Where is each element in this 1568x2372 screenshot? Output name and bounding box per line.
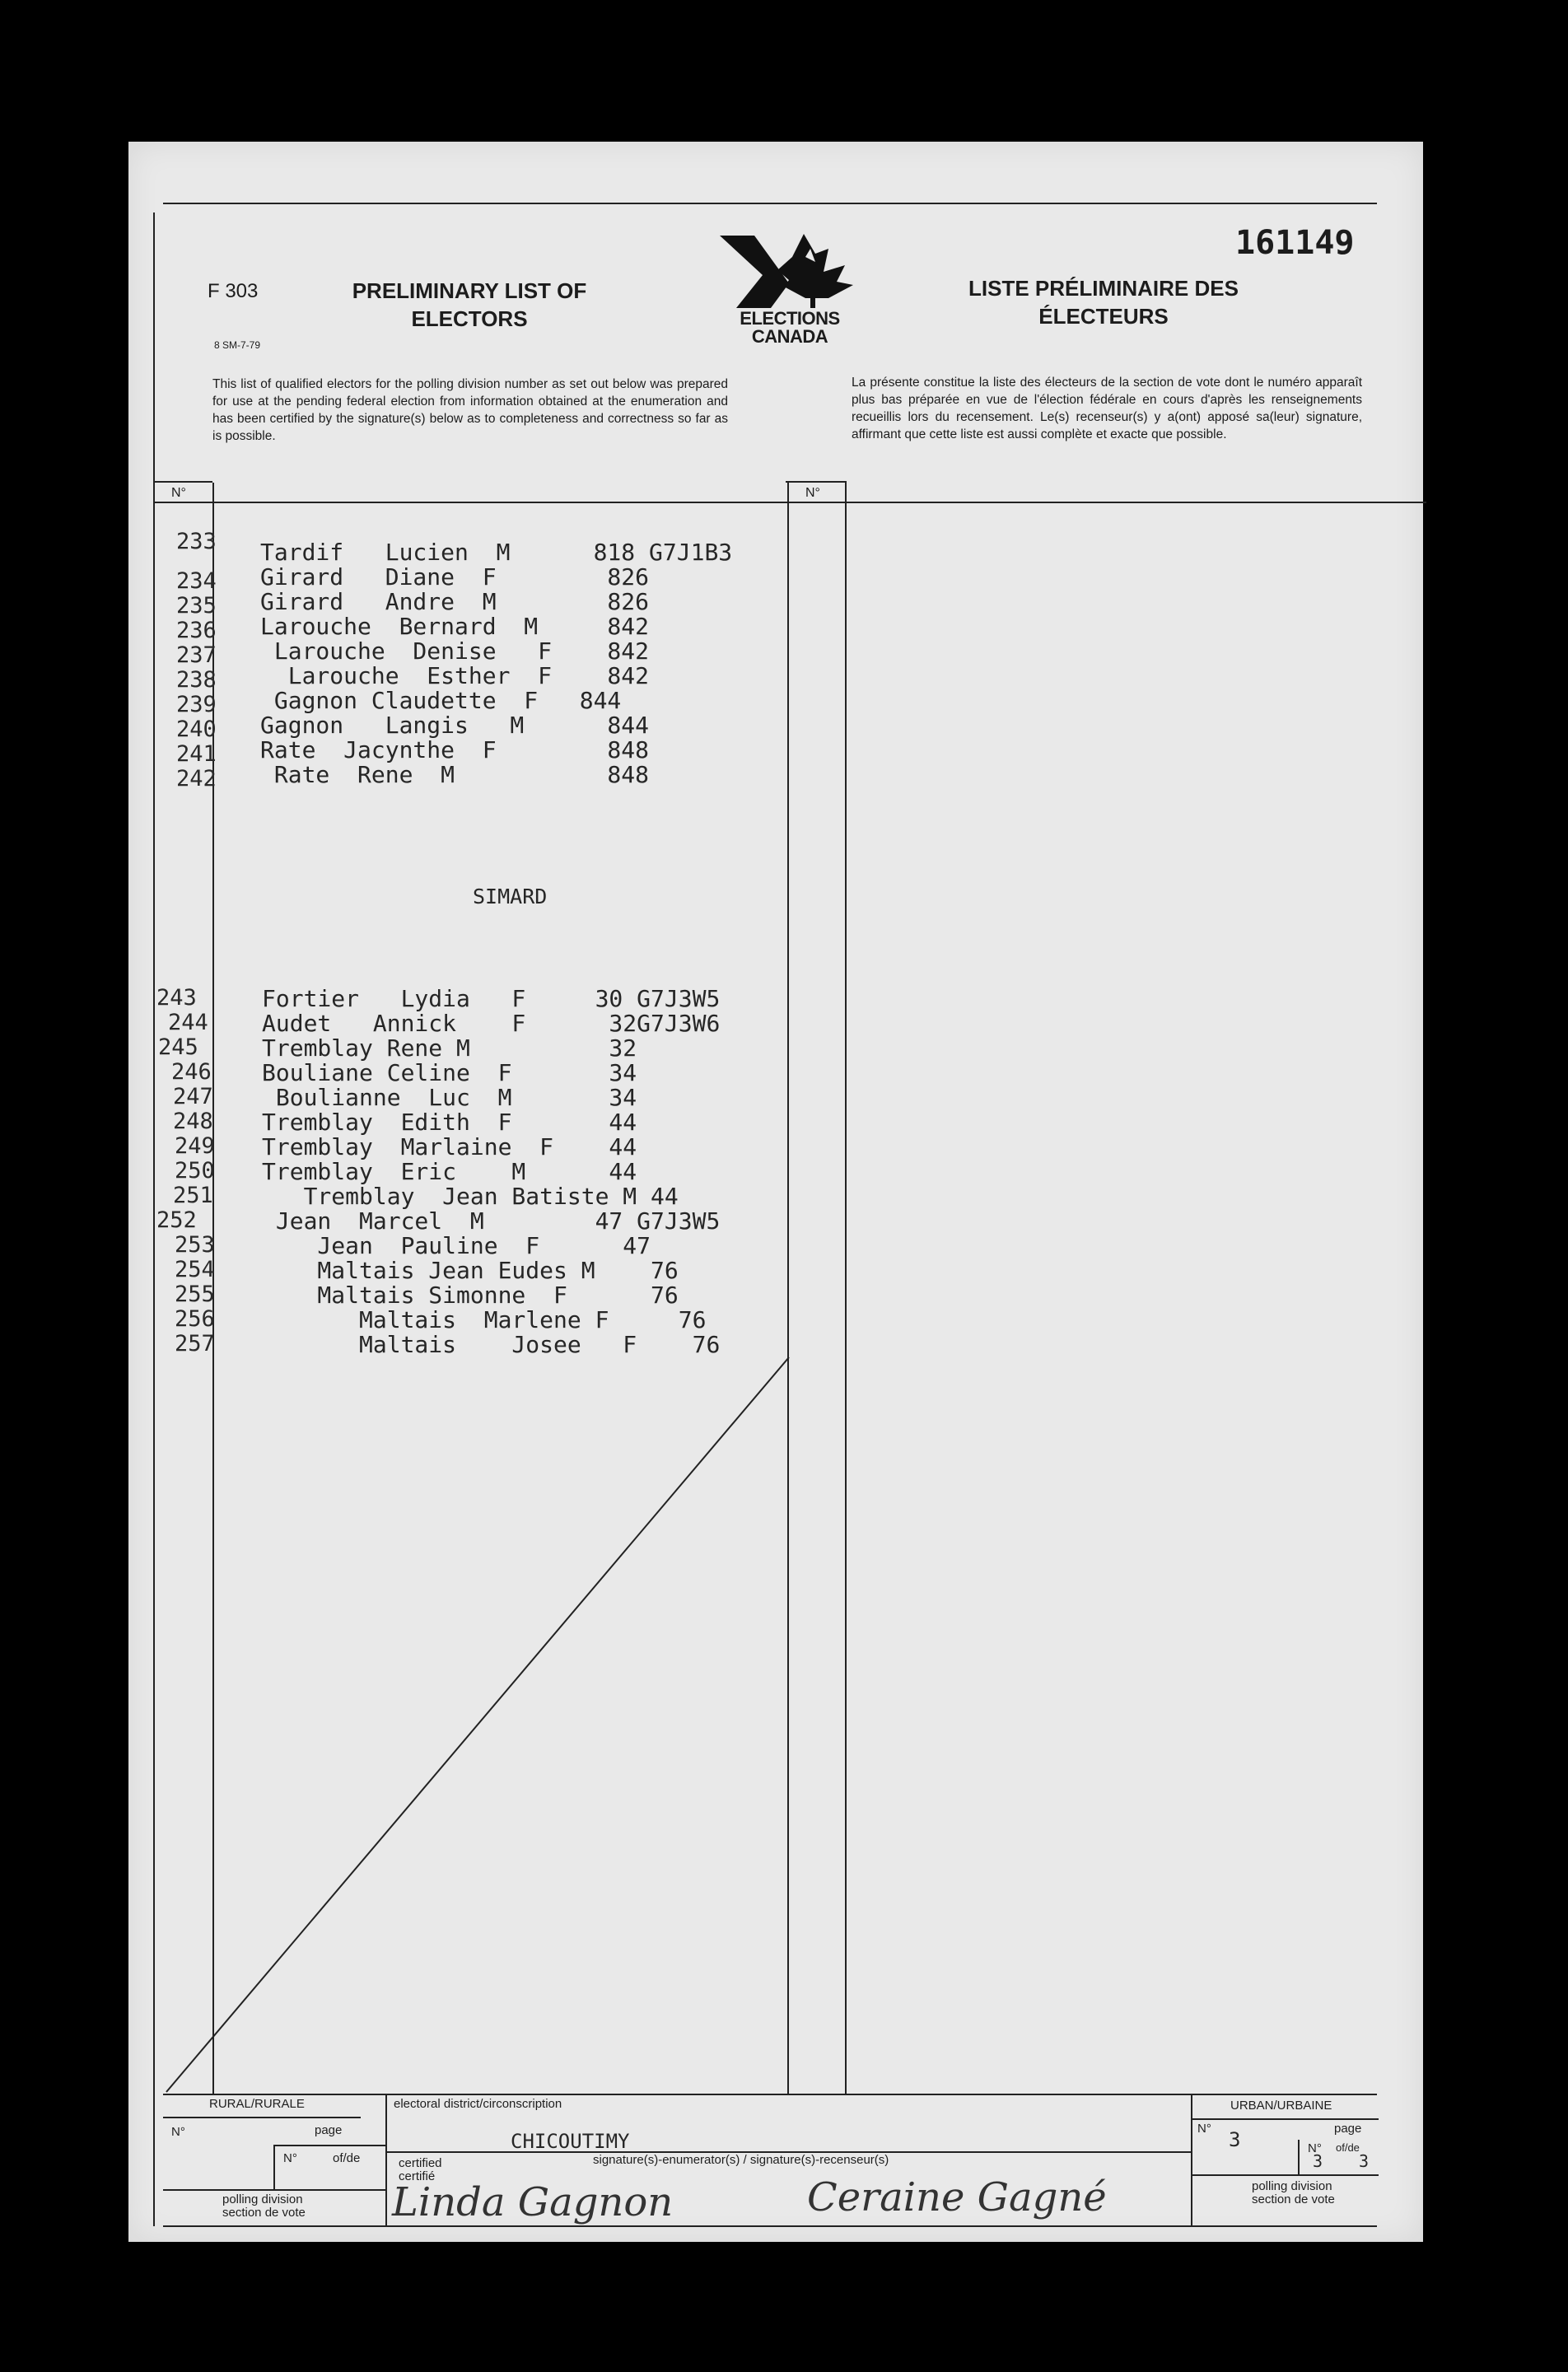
footer-top-line: [163, 2094, 1377, 2095]
footer-divider-page: [273, 2145, 385, 2146]
district-label: electoral district/circonscription: [394, 2097, 562, 2111]
street-name: SIMARD: [473, 885, 548, 908]
entry-text: Bouliane Celine F 34: [262, 1059, 637, 1086]
entry-number: 240: [176, 717, 217, 742]
entry-number: 236: [176, 618, 217, 643]
right-column-line-b: [845, 483, 847, 2094]
entry-number: 235: [176, 593, 217, 619]
entry-text: Maltais Jean Eudes M 76: [262, 1257, 679, 1284]
form-version-code: 8 SM-7-79: [214, 339, 261, 351]
enumerator-signature-1: Linda Gagnon: [392, 2179, 674, 2225]
column-header-line: [153, 481, 212, 483]
entry-text: Jean Pauline F 47: [262, 1232, 651, 1259]
urban-of-value: 3: [1359, 2151, 1370, 2171]
entry-text: Audet Annick F 32G7J3W6: [262, 1010, 721, 1037]
entry-number: 253: [175, 1232, 215, 1258]
footer-divider-rural-2: [163, 2189, 385, 2191]
title-french: LISTE PRÉLIMINAIRE DES ÉLECTEURS: [968, 276, 1239, 329]
entry-text: Larouche Esther F 842: [260, 662, 650, 689]
entry-number: 252: [156, 1207, 197, 1233]
entry-text: Larouche Denise F 842: [260, 637, 650, 665]
urban-polling-label: polling division: [1252, 2179, 1332, 2193]
entry-text: Larouche Bernard M 842: [260, 613, 650, 640]
signature-label: signature(s)-enumerator(s) / signature(s)-recenseur(s): [593, 2153, 889, 2167]
rural-label: RURAL/RURALE: [209, 2097, 305, 2111]
entry-text: Fortier Lydia F 30 G7J3W5: [262, 985, 721, 1012]
entry-text: Tremblay Edith F 44: [262, 1109, 637, 1136]
entry-number: 244: [168, 1010, 208, 1035]
entry-number: 237: [176, 642, 217, 668]
logo-text: ELECTIONS CANADA: [740, 308, 840, 347]
column-number-header-left: N°: [171, 486, 186, 500]
title-english: PRELIMINARY LIST OF ELECTORS: [352, 278, 587, 331]
entry-number: 250: [175, 1158, 215, 1184]
entry-number: 243: [156, 985, 197, 1011]
urban-page-value: 3: [1313, 2151, 1323, 2171]
entry-text: Rate Jacynthe F 848: [260, 736, 650, 763]
certified-label-fr: certifié: [399, 2169, 436, 2183]
urban-no-value: 3: [1229, 2128, 1241, 2151]
column-number-header-right: N°: [805, 486, 820, 500]
entry-number: 238: [176, 667, 217, 693]
footer-vertical-urban: [1191, 2094, 1192, 2225]
footer-divider-rural: [163, 2117, 361, 2118]
entry-number: 249: [175, 1133, 215, 1159]
entry-text: Tremblay Marlaine F 44: [262, 1133, 637, 1160]
footer-vertical-rural: [385, 2094, 387, 2225]
urban-page-label: page: [1334, 2122, 1362, 2136]
rural-page-label: page: [315, 2123, 343, 2137]
entry-text: Tremblay Jean Batiste M 44: [262, 1183, 679, 1210]
frame-left-border: [153, 212, 155, 2226]
entry-text: Girard Andre M 826: [260, 588, 650, 615]
frame-bottom-border: [163, 2225, 1377, 2227]
rural-polling-label-fr: section de vote: [222, 2206, 306, 2220]
entry-number: 255: [175, 1282, 215, 1307]
footer-vertical-page: [273, 2145, 275, 2189]
entry-number: 241: [176, 741, 217, 767]
entry-text: Boulianne Luc M 34: [262, 1084, 637, 1111]
entry-number: 251: [173, 1183, 213, 1208]
footer-vertical-urban-page: [1298, 2140, 1300, 2174]
footer-divider-urban: [1192, 2118, 1379, 2120]
entry-number: 239: [176, 692, 217, 717]
entry-number: 242: [176, 766, 217, 791]
column-header-line-right: [786, 481, 847, 483]
urban-of-label: of/de: [1336, 2141, 1360, 2154]
entry-number: 256: [175, 1306, 215, 1332]
entry-text: Tremblay Eric M 44: [262, 1158, 637, 1185]
entry-number: 254: [175, 1257, 215, 1282]
entry-text: Tremblay Rene M 32: [262, 1034, 637, 1062]
rural-page-no-label: N°: [283, 2151, 297, 2165]
header-separator: [153, 502, 1426, 503]
description-english: This list of qualified electors for the polling division number as set out below was prepared for use at the pending federal election from information obtained at the enumeration and has been certified by the signature(s) below as to completeness and correctness so far as is possible.: [212, 377, 728, 443]
entry-text: Tardif Lucien M 818 G7J1B3: [260, 539, 733, 566]
entry-number: 234: [176, 568, 217, 594]
district-value: CHICOUTIMY: [511, 2130, 630, 2153]
urban-label: URBAN/URBAINE: [1230, 2099, 1332, 2113]
entry-text: Girard Diane F 826: [260, 563, 650, 591]
entry-number: 248: [173, 1109, 213, 1134]
entry-text: Maltais Simonne F 76: [262, 1282, 679, 1309]
entry-text: Jean Marcel M 47 G7J3W5: [262, 1207, 721, 1235]
entry-text: Rate Rene M 848: [260, 761, 650, 788]
urban-polling-label-fr: section de vote: [1252, 2192, 1335, 2206]
entry-number: 245: [158, 1034, 198, 1060]
cancel-diagonal-line: [165, 1351, 799, 2108]
rural-no-label: N°: [171, 2125, 185, 2139]
urban-no-label: N°: [1197, 2122, 1211, 2136]
entry-text: Gagnon Claudette F 844: [260, 687, 622, 714]
footer-divider-urban-2: [1192, 2174, 1379, 2176]
rural-of-label: of/de: [333, 2151, 361, 2165]
rural-polling-label: polling division: [222, 2192, 303, 2206]
certified-label: certified: [399, 2156, 442, 2170]
entry-number: 247: [173, 1084, 213, 1109]
entry-text: Maltais Marlene F 76: [262, 1306, 707, 1333]
urban-page-no-label: N°: [1308, 2141, 1322, 2155]
document-number: 161149: [1235, 224, 1355, 262]
form-code: F 303: [208, 280, 259, 302]
entry-number: 246: [171, 1059, 212, 1085]
description-french: La présente constitue la liste des électeurs de la section de vote dont le numéro apparaît plus bas préparée en vue de l'élection fédérale en cours d'après les renseignements recueillis lors du recensement. Le(s) recenseur(s) y a(ont) apposé sa(leur) signature, affirmant que cette liste est aussi complète et exacte que possible.: [852, 376, 1362, 441]
entry-number: 257: [175, 1331, 215, 1356]
entry-text: Maltais Josee F 76: [262, 1331, 721, 1358]
enumerator-signature-2: Ceraine Gagné: [807, 2174, 1107, 2220]
frame-top-border: [163, 203, 1377, 204]
entry-number: 233: [176, 529, 217, 554]
entry-text: Gagnon Langis M 844: [260, 712, 650, 739]
